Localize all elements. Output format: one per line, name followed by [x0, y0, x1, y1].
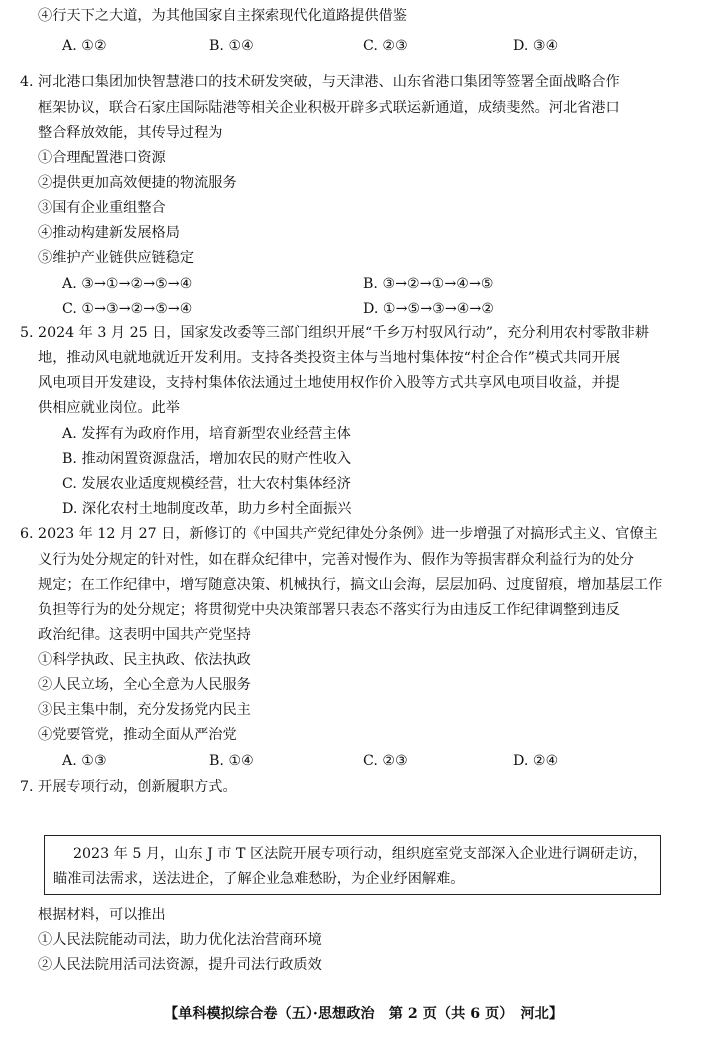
q7-material-line-2: 瞄准司法需求，送法进企，了解企业急难愁盼，为企业纾困解难。 — [53, 871, 465, 887]
q4-stem-line-1: 4. 河北港口集团加快智慧港口的技术研发突破，与天津港、山东省港口集团等签署全面战略合作 — [20, 74, 620, 90]
q6-stem-line-3: 规定；在工作纪律中，增写随意决策、机械执行，搞文山会海，层层加码、过度留痕，增加基层工作 — [38, 577, 663, 593]
q4-option-d: D. ①→⑤→③→④→② — [363, 301, 495, 317]
q5-stem-line-2: 地，推动风电就地就近开发利用。支持各类投资主体与当地村集体按“村企合作”模式共同开展 — [38, 350, 621, 366]
q6-stem-line-5: 政治纪律。这表明中国共产党坚持 — [38, 627, 251, 643]
q6-item-2: ②人民立场，全心全意为人民服务 — [38, 677, 251, 693]
q7-lead: 根据材料，可以推出 — [38, 907, 166, 923]
q4-item-5: ⑤维护产业链供应链稳定 — [38, 250, 195, 266]
page-footer: 【单科模拟综合卷（五）·思想政治 第 2 页（共 6 页） 河北】 — [163, 1006, 564, 1022]
q6-option-a: A. ①③ — [62, 753, 107, 769]
q7-item-1: ①人民法院能动司法，助力优化法治营商环境 — [38, 932, 322, 948]
q6-item-1: ①科学执政、民主执政、依法执政 — [38, 652, 251, 668]
q3-option-a: A. ①② — [62, 38, 107, 54]
q5-stem-line-3: 风电项目开发建设，支持村集体依法通过土地使用权作价入股等方式共享风电项目收益，并提 — [38, 375, 620, 391]
q7-material-line-1: 2023 年 5 月，山东 J 市 T 区法院开展专项行动，组织庭室党支部深入企业进行调研走访， — [73, 846, 648, 862]
q6-option-c: C. ②③ — [363, 753, 408, 769]
q6-option-b: B. ①④ — [209, 753, 254, 769]
q6-option-d: D. ②④ — [513, 753, 559, 769]
q4-option-c: C. ①→③→②→⑤→④ — [62, 301, 193, 317]
q3-item-4: ④行天下之大道，为其他国家自主探索现代化道路提供借鉴 — [38, 8, 407, 24]
q6-stem-line-1: 6. 2023 年 12 月 27 日，新修订的《中国共产党纪律处分条例》进一步增强了对搞形式主义、官僚主 — [20, 526, 658, 542]
q6-item-4: ④党要管党，推动全面从严治党 — [38, 727, 237, 743]
q6-item-3: ③民主集中制，充分发扬党内民主 — [38, 702, 251, 718]
q4-item-4: ④推动构建新发展格局 — [38, 225, 180, 241]
q4-stem-line-2: 框架协议，联合石家庄国际陆港等相关企业积极开辟多式联运新通道，成绩斐然。河北省港口 — [38, 100, 620, 116]
q5-option-b: B. 推动闲置资源盘活，增加农民的财产性收入 — [62, 451, 352, 467]
q4-item-2: ②提供更加高效便捷的物流服务 — [38, 175, 237, 191]
q5-option-a: A. 发挥有为政府作用，培育新型农业经营主体 — [62, 426, 351, 442]
q3-option-d: D. ③④ — [513, 38, 559, 54]
q4-item-3: ③国有企业重组整合 — [38, 200, 166, 216]
q5-option-c: C. 发展农业适度规模经营，壮大农村集体经济 — [62, 476, 351, 492]
q7-stem: 7. 开展专项行动，创新履职方式。 — [20, 779, 237, 795]
q6-stem-line-4: 负担等行为的处分规定；将贯彻党中央决策部署只表态不落实行为由违反工作纪律调整到违反 — [38, 602, 620, 618]
q7-item-2: ②人民法院用活司法资源，提升司法行政质效 — [38, 957, 322, 973]
q5-stem-line-1: 5. 2024 年 3 月 25 日，国家发改委等三部门组织开展“千乡万村驭风行动”，充分利用农村零散非耕 — [20, 325, 650, 341]
q6-stem-line-2: 义行为处分规定的针对性，如在群众纪律中，完善对慢作为、假作为等损害群众利益行为的处分 — [38, 552, 634, 568]
q3-option-b: B. ①④ — [209, 38, 254, 54]
q4-option-b: B. ③→②→①→④→⑤ — [363, 276, 494, 292]
q3-option-c: C. ②③ — [363, 38, 408, 54]
q5-option-d: D. 深化农村土地制度改革，助力乡村全面振兴 — [62, 501, 352, 517]
q7-material-box — [44, 835, 661, 895]
q4-item-1: ①合理配置港口资源 — [38, 150, 166, 166]
q4-option-a: A. ③→①→②→⑤→④ — [62, 276, 193, 292]
q4-stem-line-3: 整合释放效能，其传导过程为 — [38, 125, 223, 141]
q5-stem-line-4: 供相应就业岗位。此举 — [38, 400, 180, 416]
